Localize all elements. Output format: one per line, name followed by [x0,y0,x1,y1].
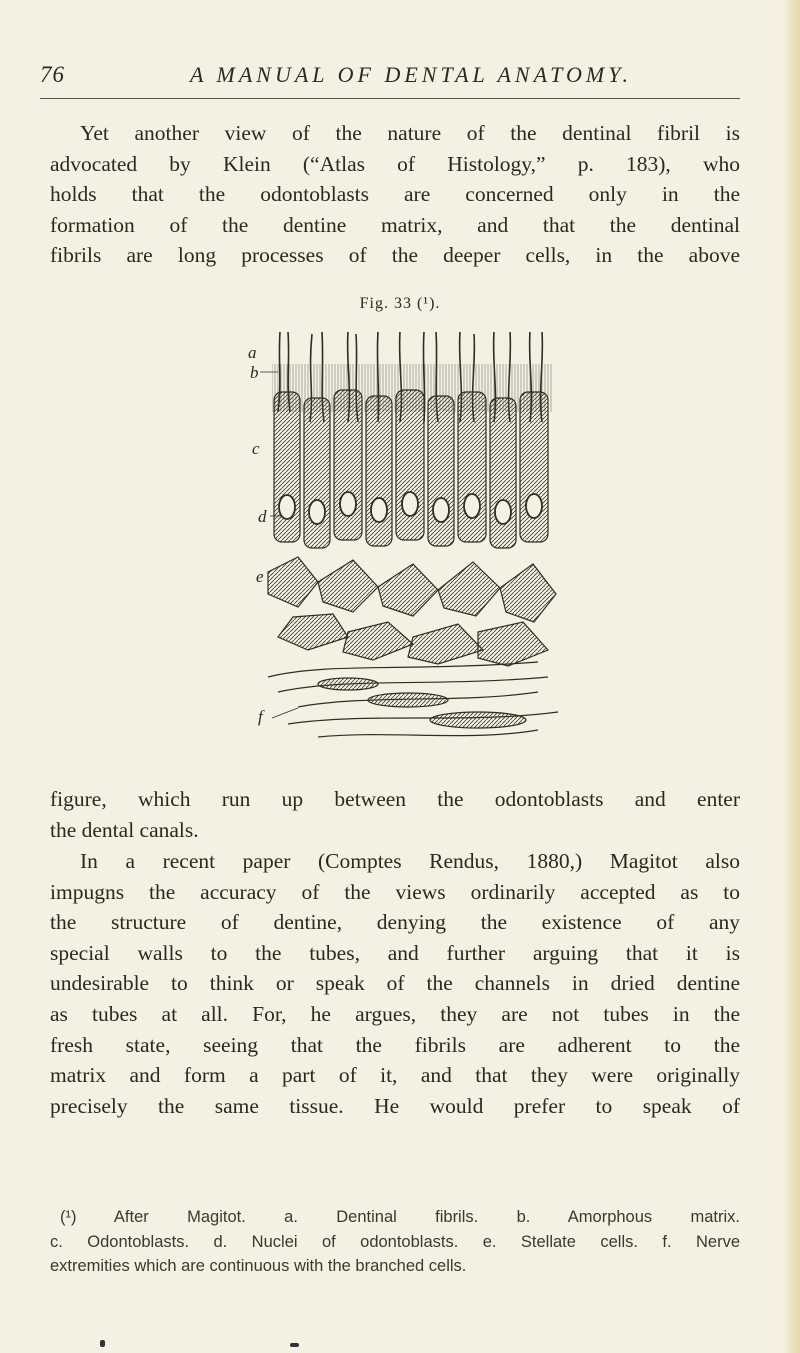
footnote-line: (¹) After Magitot. a. Dentinal fibrils. b. Amorphous matrix. [60,1208,740,1226]
text-line: matrix and form a part of it, and that they were originally [50,1063,740,1088]
stellate-cells [268,557,556,666]
text-line: advocated by Klein (“Atlas of Histology,” p. 183), who [50,151,740,176]
text-line: precisely the same tissue. He would prefer to speak of [50,1093,740,1118]
footnote-line: c. Odontoblasts. d. Nuclei of odontoblasts. e. Stellate cells. f. Nerve [50,1232,740,1251]
figure-label-d: d [258,507,267,526]
footnote [50,1205,740,1279]
text-line: fresh state, seeing that the fibrils are adherent to the [50,1032,740,1057]
figure-caption: Fig. 33 (¹). [359,295,441,312]
figure-label-c: c [252,439,260,458]
figure-label-a: a [248,343,257,362]
running-title: A MANUAL OF DENTAL ANATOMY. [190,62,632,87]
text-line: the dental canals. [50,817,199,842]
page-header [40,62,740,99]
figure-label-f: f [258,707,263,726]
paragraph-2 [50,784,740,845]
ink-speck [290,1343,299,1347]
nerve-extremities [268,662,558,737]
text-line: figure, which run up between the odontoblasts and enter [50,787,740,811]
text-line: undesirable to think or speak of the channels in dried dentine [50,971,740,996]
page-edge-shading [782,0,800,1353]
figure-label-e: e [256,567,264,586]
text-line: fibrils are long processes of the deeper cells, in the above [50,243,740,268]
figure-label-b: b [250,363,259,382]
text-line: formation of the dentine matrix, and that the dentinal [50,212,740,237]
text-line: In a recent paper (Comptes Rendus, 1880,) Magitot also [80,849,740,873]
footnote-line: extremities which are continuous with the branched cells. [50,1257,467,1275]
text-line: the structure of dentine, denying the existence of any [50,910,740,935]
ink-speck [100,1340,105,1347]
text-line: impugns the accuracy of the views ordinarily accepted as to [50,879,740,904]
text-line: Yet another view of the nature of the dentinal fibril is [80,121,740,145]
text-line: holds that the odontoblasts are concerned only in the [50,182,740,207]
paragraph-3 [50,846,740,1121]
histology-figure [238,332,574,764]
text-line: special walls to the tubes, and further arguing that it is [50,940,740,965]
paragraph-1 [50,118,740,271]
page-number: 76 [40,62,65,87]
text-line: as tubes at all. For, he argues, they are not tubes in the [50,1001,740,1026]
